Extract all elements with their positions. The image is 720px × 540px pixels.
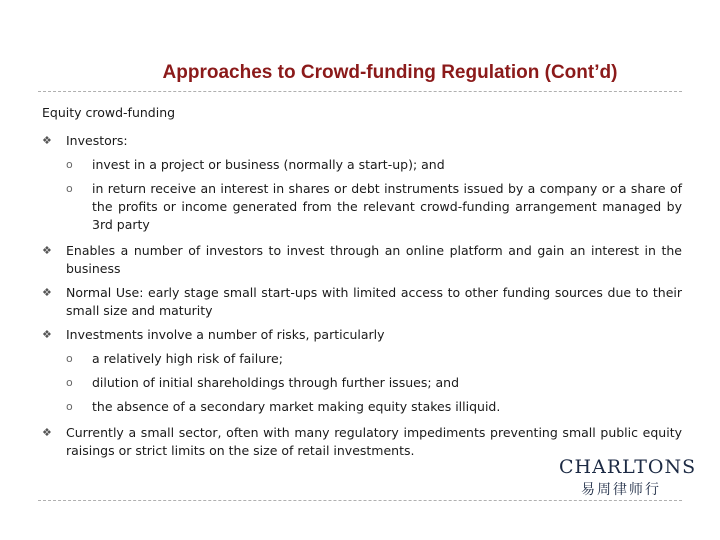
slide-content [42,104,682,466]
section-heading: Equity crowd-funding [42,105,176,120]
sub-bullet [42,398,682,416]
sub-bullet-text: in return receive an interest in shares or debt instruments issued by a company or a share of the profits or income generated from the relevant crowd-funding arrangement managed by 3rd party [92,181,682,232]
sub-bullet-text: the absence of a secondary market making equity stakes illiquid. [92,399,501,414]
sub-bullet [42,156,682,174]
bullet-text: Investments involve a number of risks, particularly [66,327,385,342]
bullet-risks [42,326,682,344]
circle-bullet-icon: o [66,182,73,195]
sub-bullet [42,350,682,368]
sub-bullet [42,374,682,392]
sub-bullet [42,180,682,234]
charltons-logo [559,456,697,499]
slide-title: Approaches to Crowd-funding Regulation (Cont’d) [162,62,618,83]
square-bullet-icon: ❖ [42,134,52,147]
bullet-text: Investors: [66,133,128,148]
bullet-normal-use [42,284,682,320]
circle-bullet-icon: o [66,352,73,365]
sub-bullet-text: dilution of initial shareholdings through further issues; and [92,375,460,390]
bullet-current-sector [42,424,682,460]
square-bullet-icon: ❖ [42,328,52,341]
square-bullet-icon: ❖ [42,426,52,439]
bullet-investors [42,132,682,150]
square-bullet-icon: ❖ [42,286,52,299]
sub-bullet-text: invest in a project or business (normally a start-up); and [92,157,445,172]
logo-chinese: 易周律师行 [581,482,661,498]
circle-bullet-icon: o [66,400,73,413]
square-bullet-icon: ❖ [42,244,52,257]
sub-bullet-text: a relatively high risk of failure; [92,351,283,366]
bullet-text: Currently a small sector, often with many regulatory impediments preventing small public equity raisings or strict limits on the size of retail investments. [66,425,682,458]
bullet-platform [42,242,682,278]
bullet-text: Normal Use: early stage small start-ups with limited access to other funding sources due to their small size and maturity [66,285,682,318]
circle-bullet-icon: o [66,376,73,389]
bullet-text: Enables a number of investors to invest through an online platform and gain an interest in the business [66,243,682,276]
logo-english: CHARLTONS [559,456,697,478]
top-divider [38,91,682,92]
bottom-divider [38,500,682,501]
circle-bullet-icon: o [66,158,73,171]
